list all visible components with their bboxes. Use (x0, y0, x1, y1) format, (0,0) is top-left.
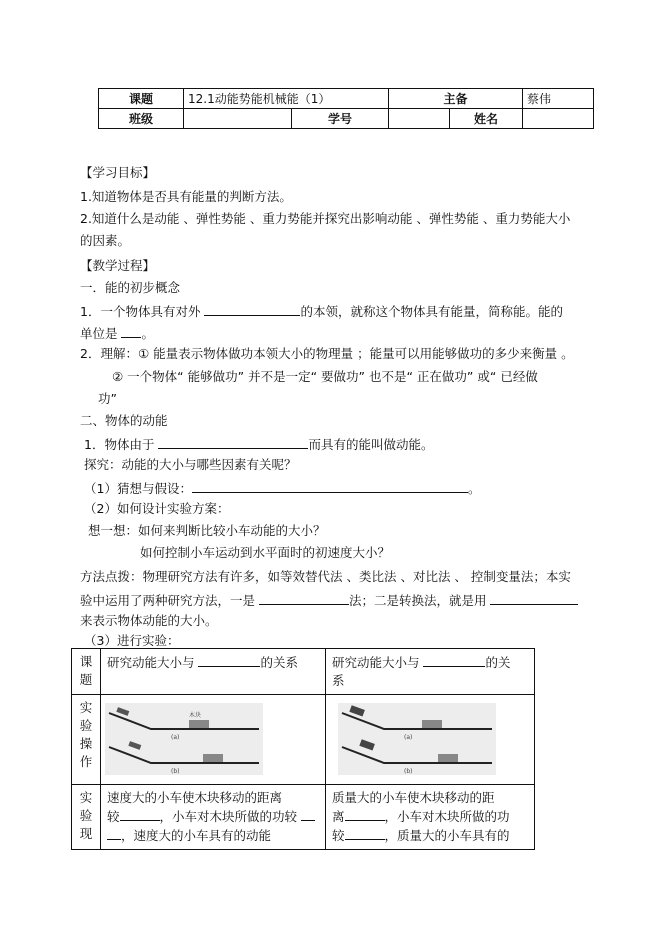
row-topic-label: 课 题 (72, 649, 101, 695)
label-class: 班级 (99, 109, 184, 129)
q1-line (80, 302, 563, 320)
phen-2-blank-2[interactable] (345, 826, 385, 840)
section-goals-heading: 【学习目标】 (80, 165, 156, 180)
topic-1-blank[interactable] (198, 653, 260, 667)
kinetic-def-blank[interactable] (158, 435, 308, 449)
phen-2-line-3 (332, 826, 528, 845)
goal-1: 1.知道物体是否具有能量的判断方法。 (80, 189, 292, 204)
phen-1-a: 较 (107, 809, 120, 824)
topic-2-text: 研究动能大小与 (332, 655, 424, 670)
row-operation-label: 实 验 操 作 (72, 695, 101, 785)
method-line-3: 来表示物体动能的大小。 (80, 613, 218, 628)
q1-unit-blank[interactable] (121, 324, 141, 338)
phen-1-blank-1[interactable] (120, 807, 160, 821)
kinetic-def-b: 而具有的能叫做动能。 (308, 437, 434, 452)
method-line-2 (80, 591, 578, 609)
section-2-title: 二、物体的动能 (80, 413, 168, 428)
method-blank-1[interactable] (259, 591, 349, 605)
think-1: 想一想：如何来判断比较小车动能的大小？ (88, 523, 326, 538)
topic-cell-1 (101, 649, 326, 695)
operation-cell-2 (326, 695, 535, 785)
fig1-b-label: (b) (171, 768, 180, 775)
topic-1-text: 研究动能大小与 (107, 655, 199, 670)
phen-1-line-1: 速度大的小车使木块移动的距离 (107, 790, 283, 805)
understanding-2-cont: 功” (98, 391, 117, 406)
phen-2-a: 离 (332, 809, 345, 824)
think-2: 如何控制小车运动到水平面时的初速度大小？ (140, 545, 391, 560)
q1-blank[interactable] (204, 302, 300, 316)
hypothesis-label: （1）猜想与假设： (84, 481, 192, 496)
hypothesis-end: 。 (467, 481, 481, 496)
design-heading: （2）如何设计实验方案： (84, 501, 230, 516)
row-phenomenon-label: 实 验 现 (72, 785, 101, 850)
topic-2-end-cont: 系 (332, 673, 345, 688)
q1-text-a: 1．一个物体具有对外 (80, 304, 205, 319)
ramp-diagram-1 (105, 703, 263, 775)
phen-2-d: ，质量大的小车具有的 (384, 828, 510, 843)
experiment-table (71, 648, 535, 850)
q1-cont-line (80, 324, 154, 342)
fig2-a-label: (a) (404, 734, 413, 741)
q1-unit-end: 。 (141, 326, 154, 341)
phen-1-b: ，小车对木块所做的功较 (159, 809, 301, 824)
method-tip: 方法点拨：物理研究方法有许多，如等效替代法 、类比法 、对比法 、 控制变量法；本实 (80, 569, 571, 584)
method-b: 法；二是转换法，就是用 (348, 593, 491, 608)
topic-cell-2 (326, 649, 535, 695)
operation-cell-1 (101, 695, 326, 785)
explore-question: 探究：动能的大小与哪些因素有关呢？ (84, 457, 297, 472)
label-author: 主备 (389, 89, 523, 109)
method-blank-2[interactable] (490, 591, 578, 605)
hypothesis-line (84, 479, 480, 497)
value-topic: 12.1动能势能机械能（1） (184, 89, 389, 109)
value-author: 蔡伟 (523, 89, 594, 109)
phen-1-blank-2-cont[interactable] (107, 826, 121, 840)
phen-2-line-1: 质量大的小车使木块移动的距 (332, 790, 495, 805)
goal-2: 2.知道什么是动能 、弹性势能 、重力势能并探究出影响动能 、弹性势能 、重力势能大小 (80, 211, 571, 226)
hypothesis-blank[interactable] (192, 479, 468, 493)
phenomenon-cell-1 (101, 785, 326, 850)
fig2-b-label: (b) (404, 768, 413, 775)
fig1-a-label: (a) (171, 734, 180, 741)
header-table (98, 88, 594, 129)
q1-unit-text: 单位是 (80, 326, 122, 341)
value-class[interactable] (184, 109, 292, 129)
phen-1-c: ，速度大的小车具有的动能 (121, 828, 272, 843)
phen-1-line-3 (107, 826, 319, 845)
ramp-figure-2 (338, 703, 496, 775)
phen-1-blank-2[interactable] (301, 807, 315, 821)
value-student-id[interactable] (389, 109, 450, 129)
topic-1-end: 的关系 (260, 655, 298, 670)
phenomenon-cell-2 (326, 785, 535, 850)
method-a: 验中运用了两种研究方法，一是 (80, 593, 259, 608)
phen-2-blank-1[interactable] (345, 807, 385, 821)
ramp-figure-1 (105, 703, 263, 775)
phen-2-b: ，小车对木块所做的功 (384, 809, 510, 824)
ramp-diagram-2 (338, 703, 496, 775)
understanding-2: ② 一个物体“ 能够做功” 并不是一定“ 要做功” 也不是“ 正在做功” 或“ 已经做 (112, 369, 538, 384)
section-process-heading: 【教学过程】 (80, 258, 156, 273)
kinetic-def-a: 1．物体由于 (84, 437, 159, 452)
kinetic-def-line (84, 435, 433, 453)
phen-2-c: 较 (332, 828, 345, 843)
topic-2-end: 的关 (485, 655, 511, 670)
section-1-title: 一．能的初步概念 (80, 280, 181, 295)
q1-text-b: 的本领，就称这个物体具有能量，简称能。能的 (300, 304, 563, 319)
phen-2-line-2 (332, 807, 528, 826)
goal-2-cont: 的因素。 (80, 233, 131, 248)
understanding-1: 2．理解：① 能量表示物体做功本领大小的物理量 ；能量可以用能够做功的多少来衡量 。 (80, 346, 574, 361)
phen-1-line-2 (107, 807, 319, 826)
label-name: 姓名 (450, 109, 523, 129)
block-label: 木块 (189, 712, 202, 719)
experiment-heading: （3）进行实验： (84, 633, 180, 648)
value-name[interactable] (523, 109, 594, 129)
label-topic: 课题 (99, 89, 184, 109)
label-student-id: 学号 (292, 109, 389, 129)
topic-2-blank[interactable] (423, 653, 485, 667)
